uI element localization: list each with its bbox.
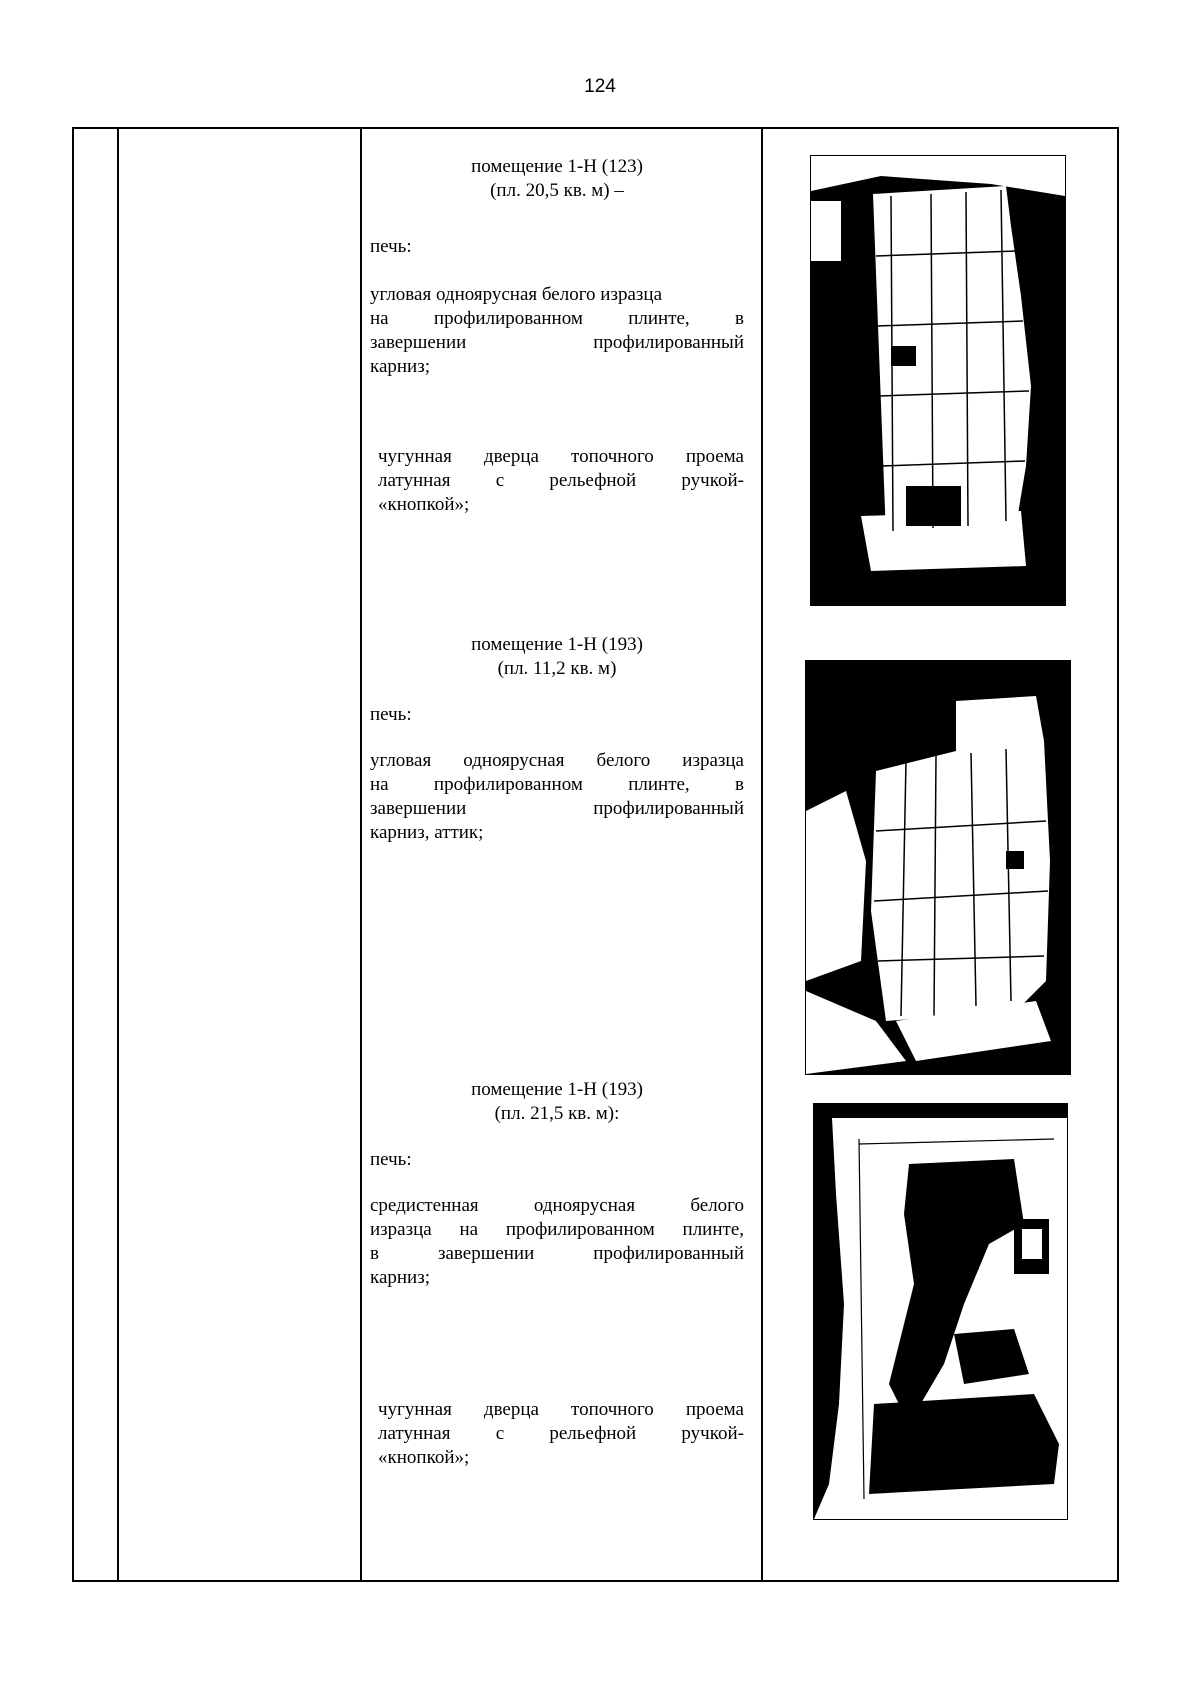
entry-2-desc-line-4: карниз, аттик; xyxy=(370,822,484,843)
entry-3-door xyxy=(370,1398,744,1470)
entry-2-area: (пл. 11,2 кв. м) xyxy=(497,658,617,679)
entry-1-door-line-2: латунная с рельефной ручкой- xyxy=(378,470,744,491)
entry-3-description xyxy=(370,1194,744,1290)
entry-3-desc-line-2: изразца на профилированном плинте, xyxy=(370,1219,744,1240)
entry-2 xyxy=(370,633,744,845)
entry-3 xyxy=(370,1078,744,1470)
entry-1-desc-line-3: завершении профилированный xyxy=(370,332,744,353)
entry-1-room: помещение 1-Н (123) xyxy=(471,156,643,177)
column-divider-2 xyxy=(360,129,362,1580)
entry-2-room: помещение 1-Н (193) xyxy=(471,634,643,655)
entry-1-desc-line-4: карниз; xyxy=(370,356,430,377)
entry-2-label: печь: xyxy=(370,704,412,725)
page-number: 124 xyxy=(584,76,616,97)
entry-2-description xyxy=(370,749,744,845)
entry-3-door-line-1: чугунная дверца топочного проема xyxy=(378,1399,744,1420)
entry-1-door xyxy=(370,445,744,517)
entry-1-area: (пл. 20,5 кв. м) – xyxy=(490,180,624,201)
stove-photo-2 xyxy=(805,660,1071,1075)
stove-photo-3 xyxy=(813,1103,1068,1520)
entry-1-door-line-3: «кнопкой»; xyxy=(378,494,470,515)
entry-3-label: печь: xyxy=(370,1149,412,1170)
column-divider-3 xyxy=(761,129,763,1580)
entry-1-desc-line-2: на профилированном плинте, в xyxy=(370,308,744,329)
stove-photo-1 xyxy=(810,155,1066,606)
entry-1-description xyxy=(370,283,744,379)
entry-3-area: (пл. 21,5 кв. м): xyxy=(494,1103,620,1124)
entry-2-desc-line-1: угловая одноярусная белого изразца xyxy=(370,750,744,771)
entry-3-door-line-3: «кнопкой»; xyxy=(378,1447,470,1468)
entry-3-room: помещение 1-Н (193) xyxy=(471,1079,643,1100)
entry-3-door-line-2: латунная с рельефной ручкой- xyxy=(378,1423,744,1444)
entry-3-desc-line-3: в завершении профилированный xyxy=(370,1243,744,1264)
entry-2-desc-line-3: завершении профилированный xyxy=(370,798,744,819)
entry-3-desc-line-1: средистенная одноярусная белого xyxy=(370,1195,744,1216)
entry-1-door-line-1: чугунная дверца топочного проема xyxy=(378,446,744,467)
entry-2-desc-line-2: на профилированном плинте, в xyxy=(370,774,744,795)
entry-1 xyxy=(370,155,744,517)
entry-3-desc-line-4: карниз; xyxy=(370,1267,430,1288)
entry-1-label: печь: xyxy=(370,236,412,257)
entry-1-desc-line-1: угловая одноярусная белого изразца xyxy=(370,284,663,305)
column-divider-1 xyxy=(117,129,119,1580)
